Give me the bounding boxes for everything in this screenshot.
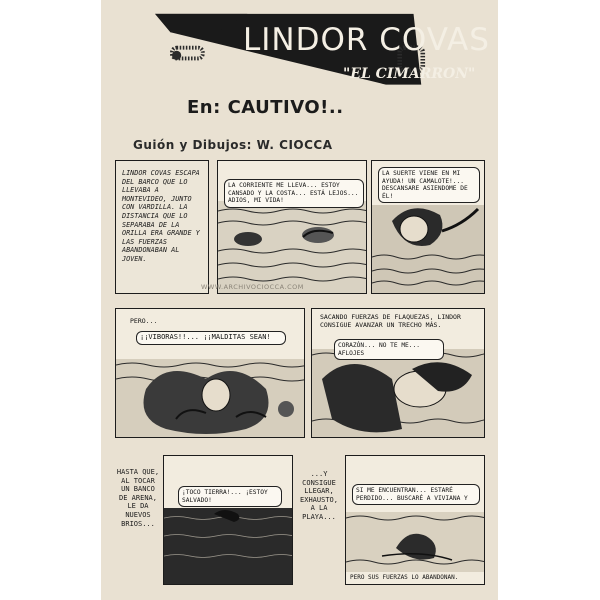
comic-page (101, 0, 498, 600)
panel-7 (163, 455, 293, 585)
panel-7-art (164, 456, 293, 585)
panel-4-art (116, 309, 305, 438)
comic-subtitle: "EL CIMARRON" (343, 66, 476, 82)
panel-9-caption: PERO SUS FUERZAS LO ABANDONAN. (350, 574, 459, 581)
panel-5-caption: SACANDO FUERZAS DE FLAQUEZAS, LINDOR CONSIGUE AVANZAR UN TRECHO MÁS. (320, 313, 461, 329)
panel-9-speech-bubble: SI ME ENCUENTRAN... ESTARÉ PERDIDO... BUSCARÉ A VIVIANA Y (352, 484, 480, 505)
credits-line: Guión y Dibujos: W. CIOCCA (133, 138, 333, 152)
panel-1-caption-text: LINDOR COVAS ESCAPA DEL BARCO QUE LO LLEVABA A MONTEVIDEO, JUNTO CON VARDILLA. LA DISTANCIA QUE LO SEPARABA DE LA ORILLA ERA GRANDE Y LAS FUERZAS ABANDONABAN AL JOVEN. (122, 169, 200, 263)
panel-4-caption: PERO... (130, 317, 158, 325)
panel-4-speech-bubble: ¡¡VIBORAS!!... ¡¡MALDITAS SEAN! (136, 331, 286, 345)
panel-5 (311, 308, 485, 438)
panel-2 (217, 160, 367, 294)
panel-3-speech-bubble: LA SUERTE VIENE EN MI AYUDA! UN CAMALOTE!... DESCANSARE ASIENDOME DE ÉL! (378, 167, 480, 203)
panel-7-speech-bubble: ¡TOCO TIERRA!... ¡ESTOY SALVADO! (178, 486, 282, 507)
panel-2-speech-bubble: LA CORRIENTE ME LLEVA... ESTOY CANSADO Y LA COSTA... ESTÁ LEJOS... ADIOS, MI VIDA! (224, 179, 364, 208)
panel-5-speech-bubble: CORAZÓN... NO TE ME... AFLOJES (334, 339, 444, 360)
panel-4 (115, 308, 305, 438)
watermark: WWW.ARCHIVOCIOCCA.COM (201, 283, 304, 291)
panel-6-caption: HASTA QUE, AL TOCAR UN BANCO DE ARENA, LE DA NUEVOS BRIOS... (116, 468, 160, 528)
panel-9-art (346, 456, 485, 585)
panel-1-caption (115, 160, 209, 294)
panel-3 (371, 160, 485, 294)
panel-8-caption: ...Y CONSIGUE LLEGAR, EXHAUSTO, A LA PLAYA... (300, 470, 338, 521)
comic-title: LINDOR COVAS (243, 22, 490, 58)
panel-9 (345, 455, 485, 585)
episode-title: En: CAUTIVO!.. (187, 97, 344, 118)
